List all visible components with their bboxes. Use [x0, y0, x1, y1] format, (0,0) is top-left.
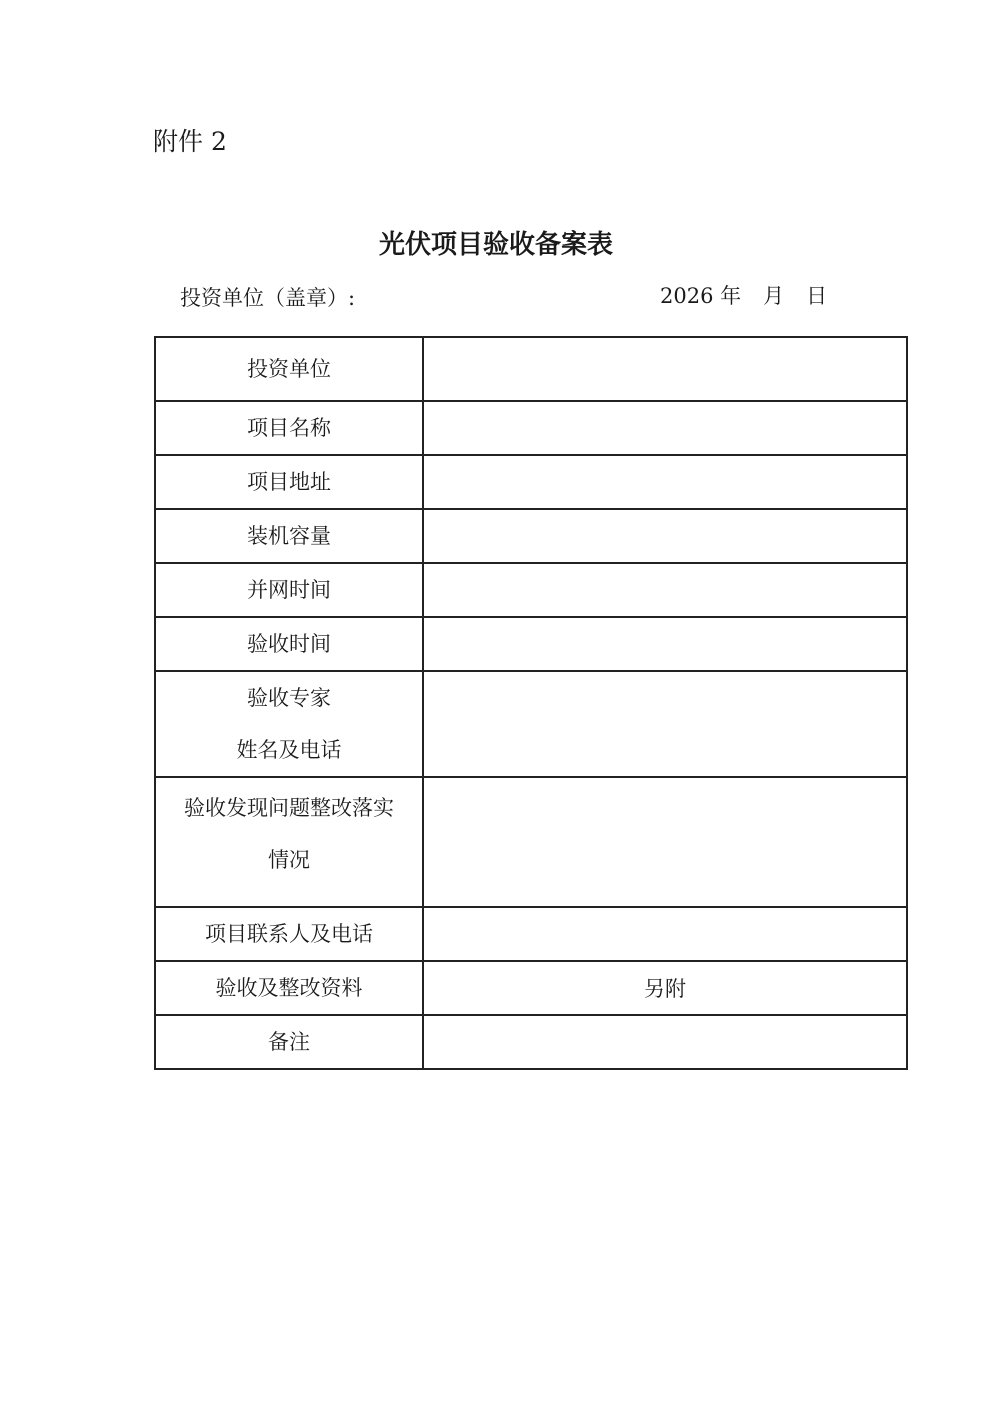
- investor-unit-field[interactable]: [423, 337, 907, 401]
- acceptance-time-field[interactable]: [423, 617, 907, 671]
- contact-field[interactable]: [423, 907, 907, 961]
- row-label: 备注: [155, 1015, 423, 1069]
- date-year: 2026 年: [660, 284, 742, 308]
- grid-connection-time-field[interactable]: [423, 563, 907, 617]
- row-label: 项目联系人及电话: [155, 907, 423, 961]
- row-label: [155, 777, 423, 907]
- row-label: 项目名称: [155, 401, 423, 455]
- date-day: 日: [806, 284, 828, 308]
- filing-table: [154, 336, 908, 1070]
- experts-field[interactable]: [423, 671, 907, 777]
- row-label: 项目地址: [155, 455, 423, 509]
- date-line: [660, 280, 827, 310]
- row-label-line2: 情况: [268, 848, 310, 872]
- materials-field[interactable]: 另附: [423, 961, 907, 1015]
- row-label-line2: 姓名及电话: [236, 738, 342, 762]
- form-title: 光伏项目验收备案表: [378, 230, 613, 260]
- remarks-field[interactable]: [423, 1015, 907, 1069]
- date-month: 月: [763, 284, 785, 308]
- attachment-label: 附件 2: [153, 127, 227, 156]
- rectification-field[interactable]: [423, 777, 907, 907]
- investor-unit-seal-label: 投资单位（盖章）:: [180, 286, 356, 310]
- installed-capacity-field[interactable]: [423, 509, 907, 563]
- row-label: 投资单位: [155, 337, 423, 401]
- row-label-line1: 验收发现问题整改落实: [184, 796, 394, 820]
- project-name-field[interactable]: [423, 401, 907, 455]
- row-label-line1: 验收专家: [247, 686, 331, 710]
- row-label: [155, 671, 423, 777]
- row-label: 验收时间: [155, 617, 423, 671]
- row-label: 并网时间: [155, 563, 423, 617]
- row-label: 装机容量: [155, 509, 423, 563]
- row-label: 验收及整改资料: [155, 961, 423, 1015]
- project-address-field[interactable]: [423, 455, 907, 509]
